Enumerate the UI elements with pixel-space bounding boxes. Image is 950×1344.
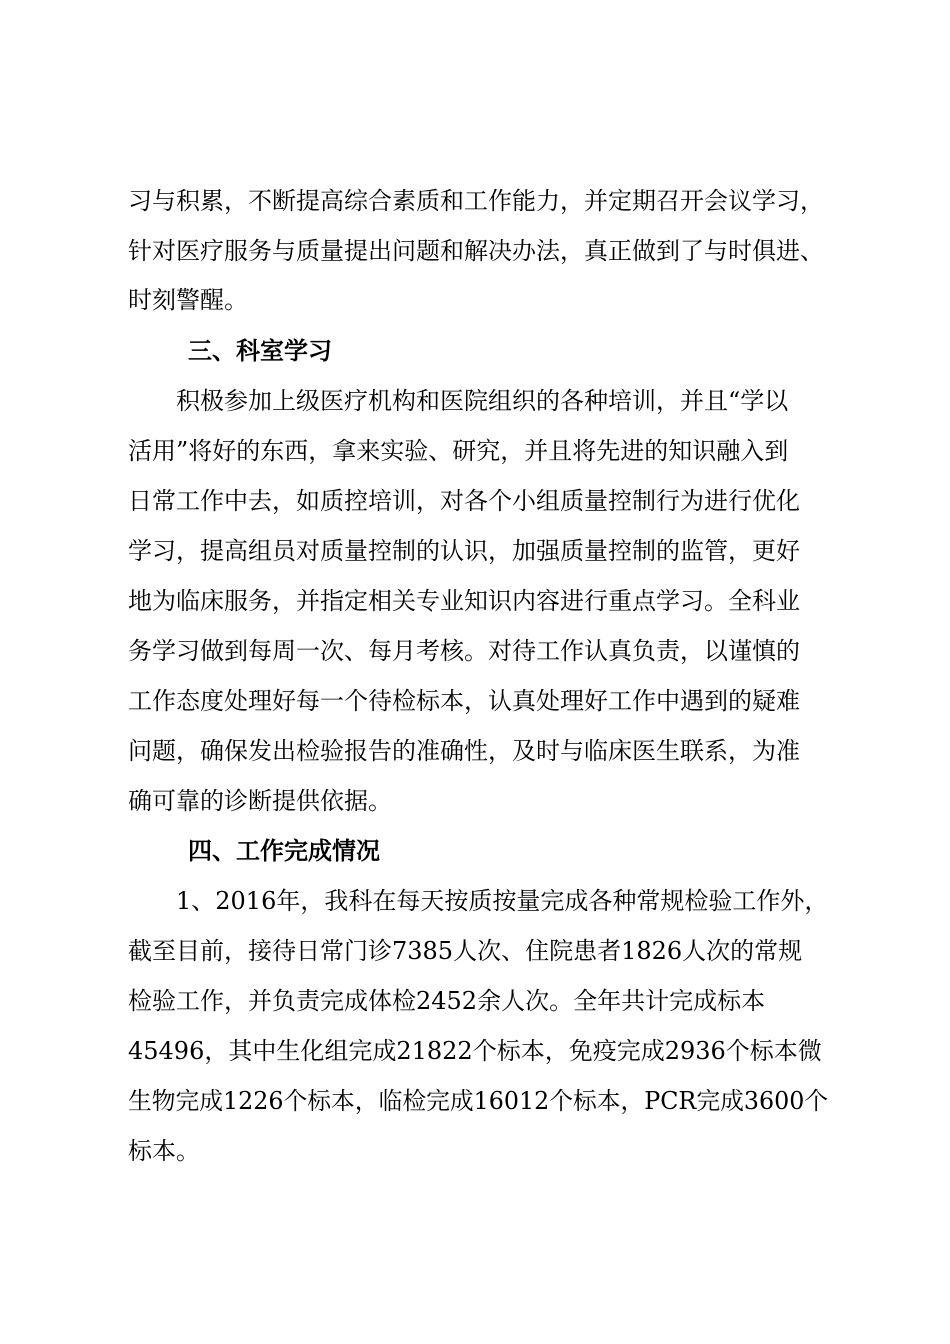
body-text-line: 积极参加上级医疗机构和医院组织的各种培训，并且“学以 [176, 387, 789, 415]
body-text-line: 时刻警醒。 [128, 286, 248, 314]
body-text-line: 日常工作中去，如质控培训，对各个小组质量控制行为进行优化 [128, 487, 800, 515]
body-text-line: 务学习做到每周一次、每月考核。对待工作认真负责，以谨慎的 [128, 637, 800, 665]
body-text-line: 1、2016年，我科在每天按质按量完成各种常规检验工作外， [176, 887, 829, 915]
body-text-line: 活用”将好的东西，拿来实验、研究，并且将先进的知识融入到 [128, 437, 789, 465]
body-text-line: 生物完成1226个标本，临检完成16012个标本，PCR完成3600个 [128, 1087, 829, 1115]
body-text-line: 地为临床服务，并指定相关专业知识内容进行重点学习。全科业 [128, 587, 800, 615]
section-heading: 三、科室学习 [188, 337, 332, 365]
body-text-line: 截至目前，接待日常门诊7385人次、住院患者1826人次的常规 [128, 937, 803, 965]
body-text-line: 针对医疗服务与质量提出问题和解决办法，真正做到了与时俱进、 [128, 237, 824, 265]
body-text-line: 确可靠的诊断提供依据。 [128, 787, 392, 815]
body-text-line: 标本。 [128, 1137, 200, 1165]
body-text-line: 45496，其中生化组完成21822个标本，免疫完成2936个标本微 [128, 1037, 822, 1065]
body-text-line: 检验工作，并负责完成体检2452余人次。全年共计完成标本 [128, 987, 766, 1015]
body-text-line: 学习，提高组员对质量控制的认识，加强质量控制的监管，更好 [128, 537, 800, 565]
section-heading: 四、工作完成情况 [188, 837, 380, 865]
body-text-line: 习与积累，不断提高综合素质和工作能力，并定期召开会议学习， [128, 187, 824, 215]
body-text-line: 问题，确保发出检验报告的准确性，及时与临床医生联系，为准 [128, 737, 800, 765]
body-text-line: 工作态度处理好每一个待检标本，认真处理好工作中遇到的疑难 [128, 687, 800, 715]
